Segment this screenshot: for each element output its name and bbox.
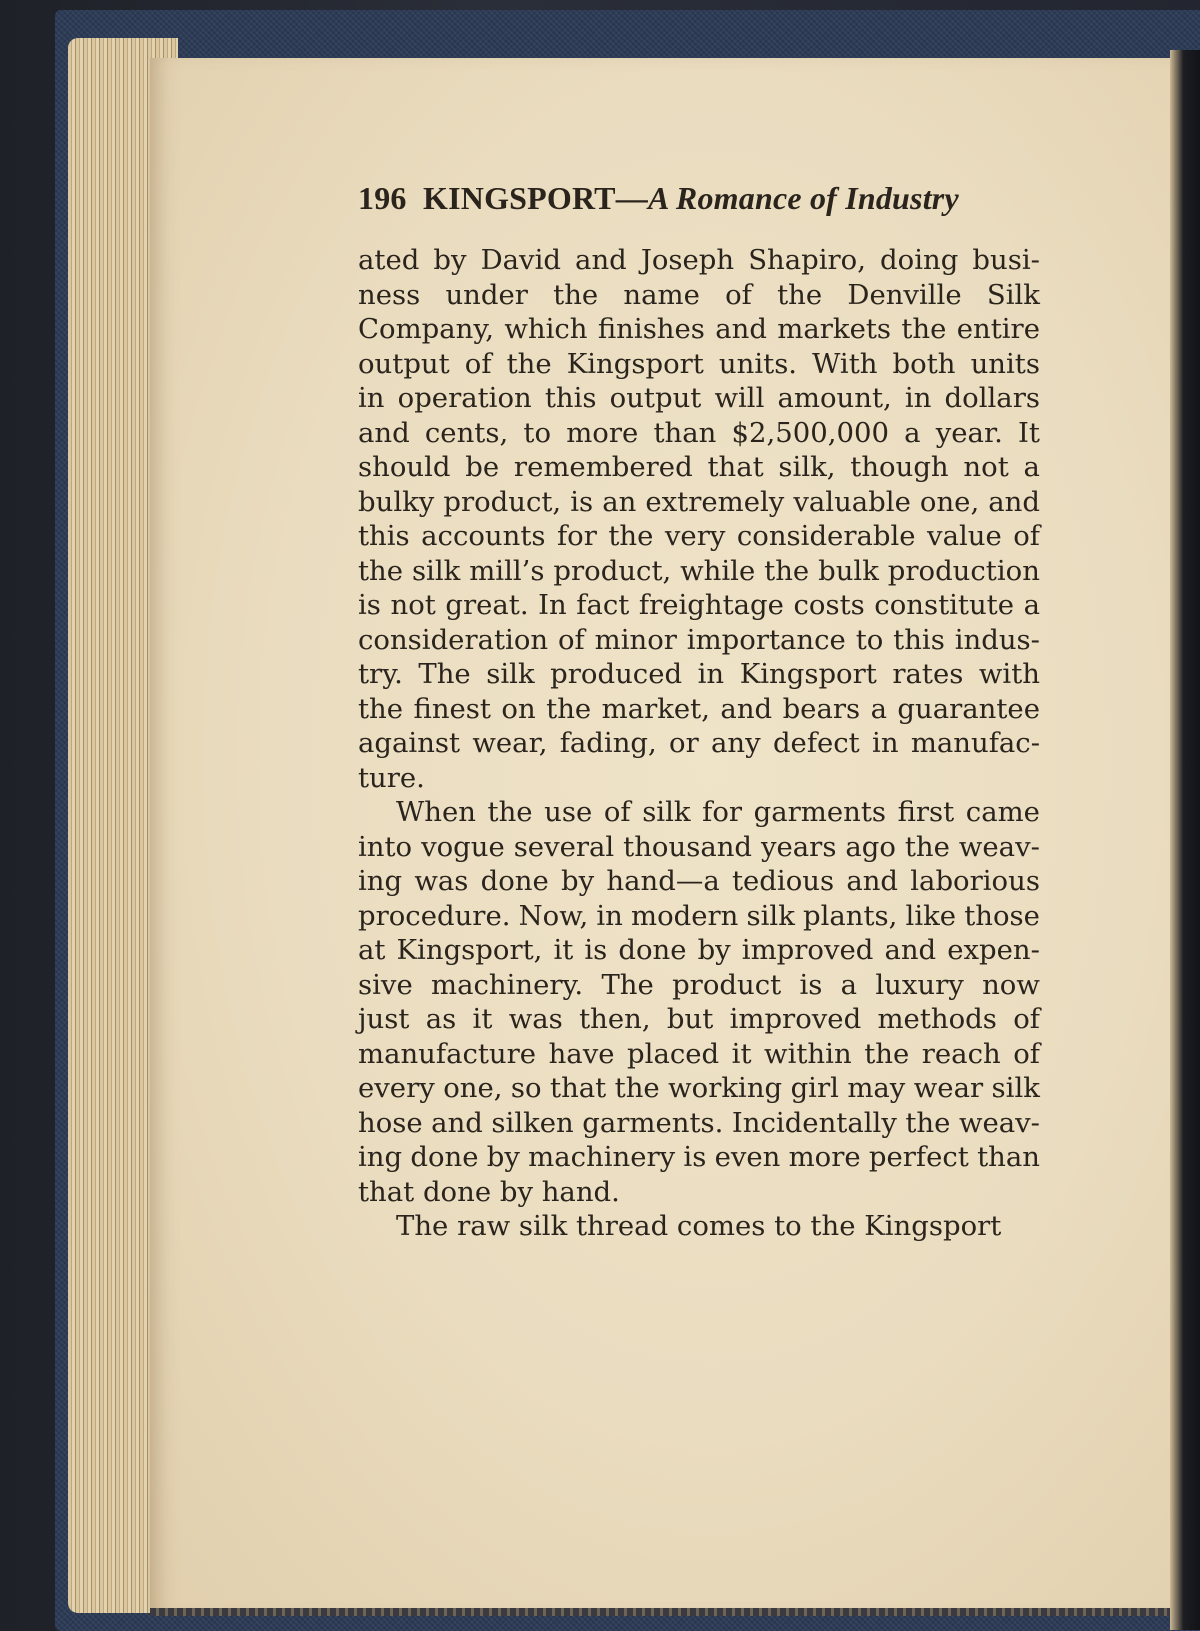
text-line: in operation this output will amount, in dollars [358, 382, 1040, 414]
running-head [358, 180, 1018, 217]
text-line: hose and silken garments. Incidentally the weav- [358, 1106, 1040, 1139]
page-number: 196 [358, 180, 407, 216]
text-line: the finest on the market, and bears a guarantee [358, 692, 1040, 725]
text-line: Company, which finishes and markets the entire [358, 313, 1040, 345]
text-line: is not great. In fact freightage costs constitute a [358, 589, 1040, 621]
text-line: that done by hand. [358, 1175, 620, 1208]
text-line: the silk mill’s product, while the bulk production [358, 554, 1040, 587]
text-line: The raw silk thread comes to the Kingsport [396, 1210, 1002, 1242]
text-line: ness under the name of the Denville Silk [358, 278, 1040, 311]
text-line: ture. [358, 761, 425, 794]
text-line: procedure. Now, in modern silk plants, like those [358, 899, 1040, 932]
book-gutter [1170, 50, 1200, 1630]
text-line: and cents, to more than $2,500,000 a year. It [358, 416, 1040, 449]
text-line: When the use of silk for garments first came [396, 796, 1040, 828]
book-title: KINGSPORT [423, 180, 616, 216]
text-line: ing was done by hand—a tedious and laborious [358, 865, 1040, 897]
text-line: against wear, fading, or any defect in manufac- [358, 727, 1040, 759]
text-line: should be remembered that silk, though not a [358, 451, 1040, 483]
page-bottom-edge [150, 1608, 1170, 1616]
text-line: bulky product, is an extremely valuable one, and [358, 485, 1040, 518]
text-line: manufacture have placed it within the reach of [358, 1037, 1040, 1070]
text-line: into vogue several thousand years ago the weav- [358, 830, 1040, 863]
text-line: every one, so that the working girl may wear silk [358, 1072, 1040, 1104]
body-text [358, 243, 1040, 1244]
title-dash: — [615, 180, 648, 216]
text-line: try. The silk produced in Kingsport rates with [358, 658, 1040, 690]
text-line: ated by David and Joseph Shapiro, doing busi- [358, 244, 1040, 276]
book-subtitle: A Romance of Industry [647, 180, 959, 216]
text-line: sive machinery. The product is a luxury now [358, 968, 1040, 1001]
text-line: this accounts for the very considerable value of [358, 520, 1040, 552]
text-line: output of the Kingsport units. With both units [358, 347, 1040, 380]
text-line: just as it was then, but improved methods of [358, 1003, 1040, 1035]
text-line: consideration of minor importance to this indus- [358, 623, 1040, 656]
text-line: at Kingsport, it is done by improved and expen- [358, 934, 1040, 966]
text-line: ing done by machinery is even more perfect than [358, 1141, 1040, 1173]
